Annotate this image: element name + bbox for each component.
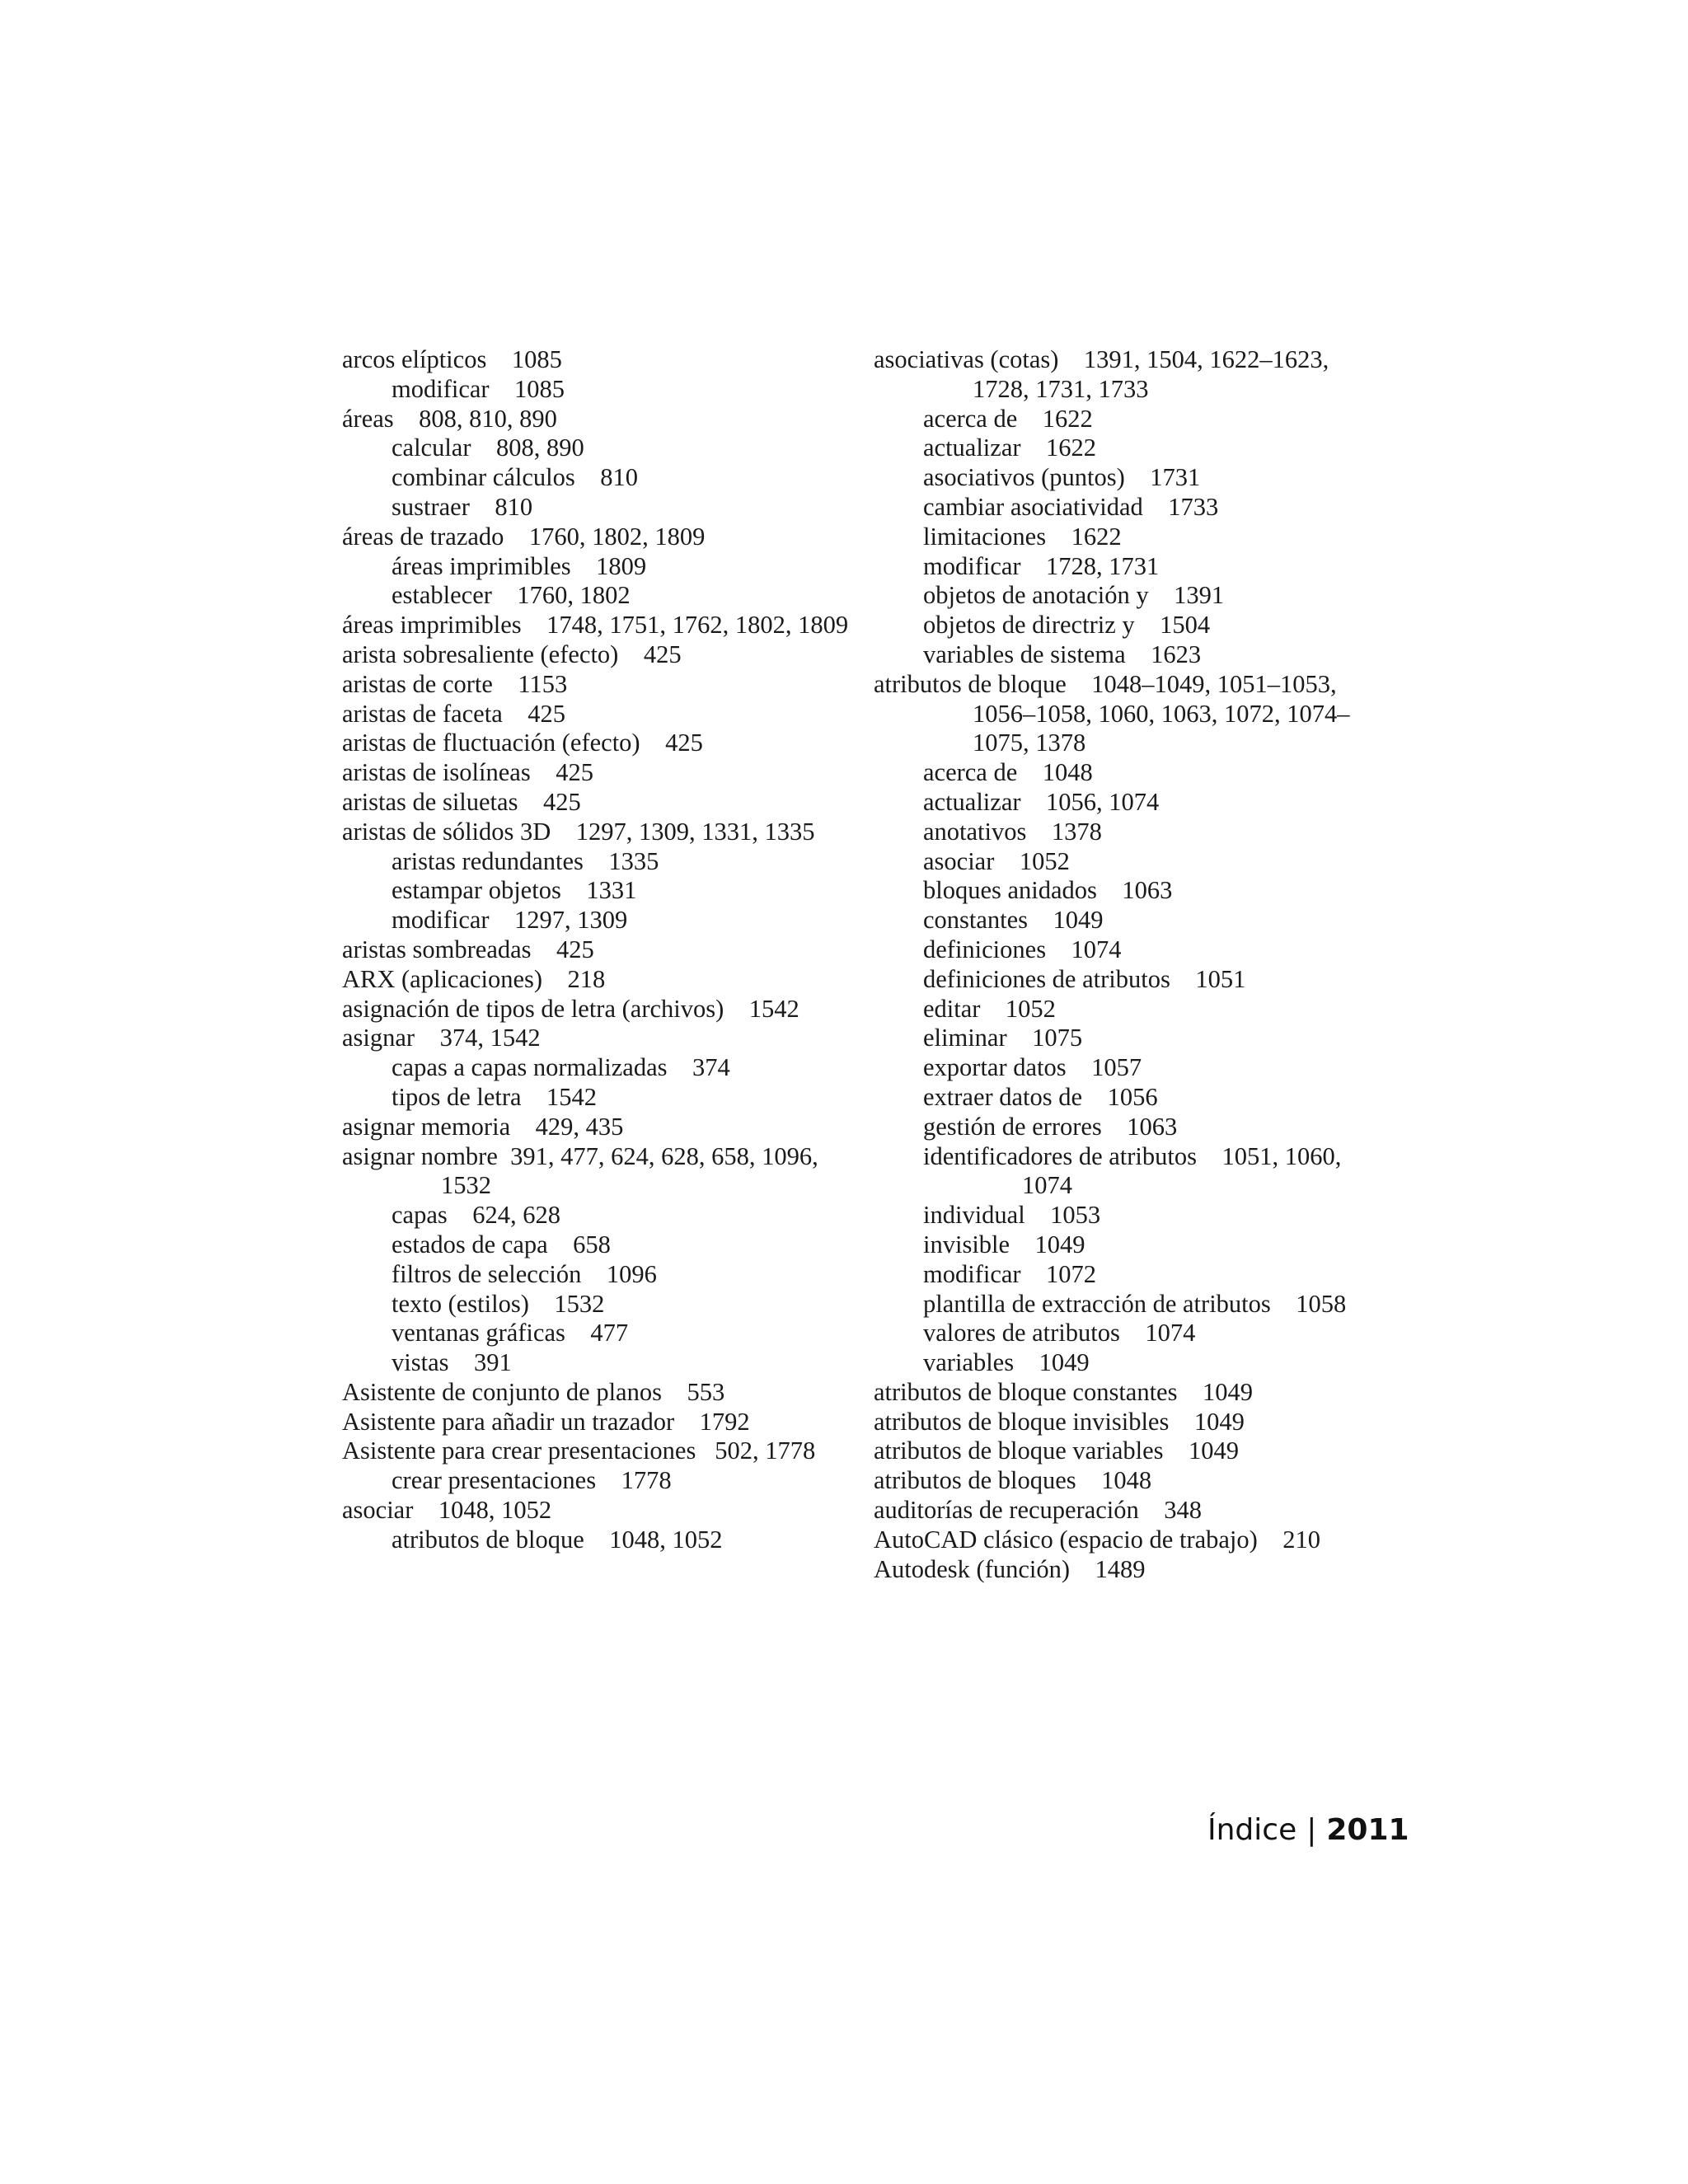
index-entry: áreas de trazado 1760, 1802, 1809 — [342, 522, 706, 551]
index-entry: aristas sombreadas 425 — [342, 935, 594, 963]
index-subentry: valores de atributos 1074 — [923, 1319, 1196, 1347]
index-subentry: filtros de selección 1096 — [392, 1259, 657, 1288]
index-subentry: actualizar 1056, 1074 — [923, 787, 1160, 816]
index-entry: aristas de corte 1153 — [342, 669, 568, 698]
index-entry: Autodesk (función) 1489 — [874, 1554, 1146, 1583]
index-subentry: variables de sistema 1623 — [923, 640, 1202, 668]
index-subentry: invisible 1049 — [923, 1230, 1085, 1258]
index-entry: ARX (aplicaciones) 218 — [342, 964, 606, 993]
index-subentry: asociativos (puntos) 1731 — [923, 463, 1201, 492]
index-subentry: áreas imprimibles 1809 — [392, 551, 647, 580]
index-entry: asignar 374, 1542 — [342, 1024, 541, 1052]
index-entry: aristas de siluetas 425 — [342, 787, 581, 816]
index-subentry: modificar 1728, 1731 — [923, 551, 1160, 580]
index-entry: auditorías de recuperación 348 — [874, 1496, 1203, 1525]
index-entry: aristas de fluctuación (efecto) 425 — [342, 729, 703, 757]
index-subentry: texto (estilos) 1532 — [392, 1289, 605, 1318]
index-entry: arcos elípticos 1085 — [342, 345, 562, 373]
index-subentry: calcular 808, 890 — [392, 434, 584, 462]
index-entry: asociar 1048, 1052 — [342, 1496, 552, 1525]
index-subentry: asociar 1052 — [923, 846, 1070, 875]
index-subentry: identificadores de atributos 1051, 1060, 1074 — [923, 1141, 1348, 1200]
index-subentry: modificar 1085 — [392, 374, 565, 403]
index-column-right — [874, 345, 1385, 1584]
index-entry: arista sobresaliente (efecto) 425 — [342, 640, 682, 668]
index-subentry: combinar cálculos 810 — [392, 463, 638, 492]
index-subentry: objetos de directriz y 1504 — [923, 611, 1211, 640]
index-entry: Asistente para crear presentaciones 502, 1778 — [342, 1436, 816, 1465]
index-subentry: gestión de errores 1063 — [923, 1112, 1178, 1141]
index-entry: atributos de bloque invisibles 1049 — [874, 1407, 1245, 1436]
index-entry: asignar nombre 391, 477, 624, 628, 658, 1096, 1532 — [342, 1141, 825, 1200]
index-subentry: modificar 1297, 1309 — [392, 906, 628, 935]
index-subentry: aristas redundantes 1335 — [392, 846, 659, 875]
index-subentry: objetos de anotación y 1391 — [923, 581, 1225, 610]
index-subentry: acerca de 1048 — [923, 758, 1093, 787]
index-entry: áreas imprimibles 1748, 1751, 1762, 1802, 1809 — [342, 611, 849, 640]
index-entry: áreas 808, 810, 890 — [342, 404, 557, 433]
index-subentry: crear presentaciones 1778 — [392, 1466, 672, 1495]
index-entry: aristas de faceta 425 — [342, 699, 565, 728]
index-entry: Asistente de conjunto de planos 553 — [342, 1377, 725, 1406]
index-subentry: acerca de 1622 — [923, 404, 1093, 433]
index-subentry: capas a capas normalizadas 374 — [392, 1053, 730, 1082]
index-subentry: estampar objetos 1331 — [392, 876, 637, 905]
index-entry: asignar memoria 429, 435 — [342, 1112, 624, 1141]
index-subentry: modificar 1072 — [923, 1259, 1097, 1288]
index-subentry: capas 624, 628 — [392, 1201, 560, 1230]
index-subentry: variables 1049 — [923, 1348, 1090, 1377]
index-subentry: estados de capa 658 — [392, 1230, 611, 1258]
index-subentry: editar 1052 — [923, 994, 1056, 1023]
index-entry: asignación de tipos de letra (archivos) 1542 — [342, 994, 799, 1023]
index-subentry: tipos de letra 1542 — [392, 1082, 598, 1111]
index-entry: aristas de isolíneas 425 — [342, 758, 593, 787]
index-entry: asociativas (cotas) 1391, 1504, 1622–1623, 1728, 1731, 1733 — [874, 345, 1335, 403]
index-subentry: limitaciones 1622 — [923, 522, 1122, 551]
footer-section-label: Índice — [1207, 1813, 1297, 1847]
index-entry: aristas de sólidos 3D 1297, 1309, 1331, 1335 — [342, 817, 815, 846]
index-subentry: atributos de bloque 1048, 1052 — [392, 1525, 723, 1554]
index-entry: atributos de bloque variables 1049 — [874, 1436, 1239, 1465]
index-column-left — [342, 345, 853, 1555]
index-subentry: cambiar asociatividad 1733 — [923, 492, 1219, 521]
page-footer — [1207, 1813, 1409, 1847]
index-subentry: vistas 391 — [392, 1348, 512, 1377]
index-subentry: establecer 1760, 1802 — [392, 581, 631, 610]
index-subentry: ventanas gráficas 477 — [392, 1319, 629, 1347]
footer-separator: | — [1306, 1813, 1317, 1847]
index-entry: Asistente para añadir un trazador 1792 — [342, 1407, 750, 1436]
index-subentry: extraer datos de 1056 — [923, 1082, 1158, 1111]
index-subentry: anotativos 1378 — [923, 817, 1102, 846]
index-entry: atributos de bloque 1048–1049, 1051–1053, 1056–1058, 1060, 1063, 1072, 1074–1075, 1378 — [874, 669, 1350, 757]
index-subentry: sustraer 810 — [392, 492, 533, 521]
index-subentry: constantes 1049 — [923, 906, 1104, 935]
index-entry: atributos de bloques 1048 — [874, 1466, 1152, 1495]
index-entry: atributos de bloque constantes 1049 — [874, 1377, 1253, 1406]
index-entry: AutoCAD clásico (espacio de trabajo) 210 — [874, 1525, 1321, 1554]
index-subentry: individual 1053 — [923, 1201, 1101, 1230]
index-subentry: exportar datos 1057 — [923, 1053, 1142, 1082]
index-subentry: actualizar 1622 — [923, 434, 1097, 462]
index-subentry: eliminar 1075 — [923, 1024, 1083, 1052]
index-subentry: definiciones 1074 — [923, 935, 1122, 963]
index-subentry: definiciones de atributos 1051 — [923, 964, 1246, 993]
index-subentry: bloques anidados 1063 — [923, 876, 1173, 905]
page-number: 2011 — [1326, 1813, 1409, 1847]
index-subentry: plantilla de extracción de atributos 1058 — [923, 1289, 1347, 1318]
